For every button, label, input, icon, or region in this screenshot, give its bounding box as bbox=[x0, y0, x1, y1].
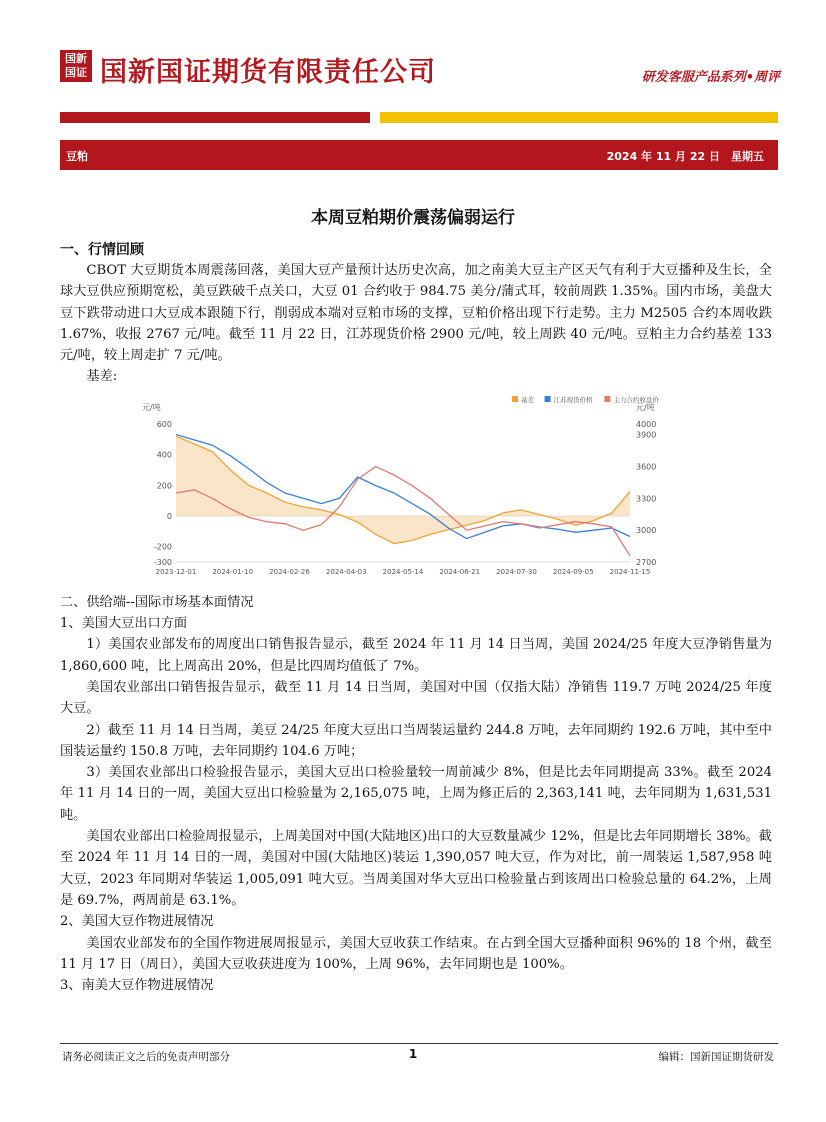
right-tick-label: 3300 bbox=[636, 494, 657, 504]
basis-area bbox=[176, 436, 630, 543]
right-tick-label: 2700 bbox=[636, 557, 657, 567]
x-tick-label: 2024-07-30 bbox=[496, 567, 537, 576]
report-body bbox=[60, 240, 772, 996]
subheading-south-america: 3、南美大豆作物进展情况 bbox=[60, 978, 214, 994]
decor-bar-gold bbox=[380, 112, 778, 123]
right-tick-label: 3000 bbox=[636, 525, 657, 535]
x-tick-label: 2024-06-21 bbox=[439, 567, 481, 576]
product-series: 研发客服产品系列•周评 bbox=[641, 70, 780, 85]
left-tick-label: 400 bbox=[156, 450, 172, 460]
paragraph-market-review: CBOT 大豆期货本周震荡回落，美国大豆产量预计达历史次高，加之南美大豆主产区天气有利于大豆播种及生长，全球大豆供应预期宽松，美豆跌破千点关口，大豆 01 合约收于 984.75 美分/蒲式耳，较前周跌 1.35%。国内市场，美盘大豆下跌带动进口大豆成本跟随下行，削弱成本端对豆粕市场的支撑，豆粕价格出现下行走势。主力 M2505 合约本周收跌 1.67%，收报 2767 元/吨。截至 11 月 22 日，江苏现货价格 2900 元/吨，较上周跌 40 元/吨。豆粕主力合约基差 133 元/吨，较上周走扩 7 元/吨。 bbox=[60, 263, 772, 364]
x-tick-label: 2024-04-03 bbox=[325, 567, 367, 576]
legend-swatch bbox=[512, 396, 518, 402]
paragraph-crop-progress: 美国农业部发布的全国作物进展周报显示，美国大豆收获工作结束。在占到全国大豆播种面积 96%的 18 个州，截至 11 月 17 日（周日），美国大豆收获进度为 100%，上周 96%，去年同期也是 100%。 bbox=[60, 935, 772, 972]
right-tick-label: 3600 bbox=[636, 462, 657, 472]
header bbox=[60, 44, 780, 94]
report-date: 2024 年 11 月 22 日 星期五 bbox=[606, 150, 764, 163]
section-heading-1: 一、行情回顾 bbox=[60, 242, 144, 258]
right-tick-label: 3900 bbox=[636, 430, 657, 440]
left-tick-label: -200 bbox=[153, 542, 172, 552]
legend-label: 江苏现货价格 bbox=[553, 395, 593, 404]
subheading-us-export: 1、美国大豆出口方面 bbox=[60, 616, 188, 632]
right-tick-label: 4000 bbox=[636, 419, 657, 429]
x-tick-label: 2024-05-14 bbox=[382, 567, 424, 576]
x-tick-label: 2024-01-10 bbox=[212, 567, 254, 576]
page-number: 1 bbox=[408, 1047, 418, 1061]
company-name: 国新国证期货有限责任公司 bbox=[100, 57, 436, 88]
paragraph-china-sales: 美国农业部出口销售报告显示，截至 11 月 14 日当周，美国对中国（仅指大陆）净销售 119.7 万吨 2024/25 年度大豆。 bbox=[60, 679, 772, 717]
info-band bbox=[60, 140, 778, 170]
x-tick-label: 2024-09-05 bbox=[552, 567, 594, 576]
report-title: 本周豆粕期价震荡偏弱运行 bbox=[311, 208, 515, 228]
left-tick-label: -300 bbox=[153, 557, 172, 567]
company-logo: 国新国证 bbox=[60, 50, 92, 82]
left-unit-label: 元/吨 bbox=[142, 402, 161, 412]
footer-divider bbox=[60, 1043, 778, 1044]
legend-label: 主力合约收盘价 bbox=[613, 395, 659, 404]
left-tick-label: 0 bbox=[166, 511, 172, 521]
x-tick-label: 2024-11-15 bbox=[609, 567, 651, 576]
paragraph-inspections: 3）美国农业部出口检验报告显示，美国大豆出口检验量较一周前减少 8%，但是比去年同期提高 33%。截至 2024 年 11 月 14 日的一周，美国大豆出口检验量为 2,165,075 吨，上周为修正后的 2,363,141 吨，去年同期为 1,631,531 吨。 bbox=[60, 765, 772, 823]
legend-swatch bbox=[604, 396, 610, 402]
x-tick-label: 2024-02-26 bbox=[269, 567, 310, 576]
decor-bar-red bbox=[60, 112, 370, 123]
subheading-crop-progress: 2、美国大豆作物进展情况 bbox=[60, 914, 214, 930]
paragraph-china-inspections: 美国农业部出口检验周报显示，上周美国对中国(大陆地区)出口的大豆数量减少 12%，但是比去年同期增长 38%。截至 2024 年 11 月 14 日的一周，美国对中国(大陆地区)装运 1,390,057 吨大豆，作为对比，前一周装运 1,587,958 吨大豆，2023 年同期对华装运 1,005,091 吨大豆。当周美国对华大豆出口检验量占到该周出口检验总量的 64.2%，上周是 69.7%，两周前是 63.1%。 bbox=[60, 829, 772, 908]
x-tick-label: 2023-12-01 bbox=[155, 567, 197, 576]
left-tick-label: 600 bbox=[156, 419, 172, 429]
right-unit-label: 元/吨 bbox=[636, 402, 655, 412]
basis-chart bbox=[60, 390, 772, 592]
legend-swatch bbox=[545, 396, 551, 402]
basis-chart-svg bbox=[140, 390, 680, 590]
disclaimer-note: 请务必阅读正文之后的免责声明部分 bbox=[62, 1051, 230, 1063]
paragraph-export-sales: 1）美国农业部发布的周度出口销售报告显示，截至 2024 年 11 月 14 日当周，美国 2024/25 年度大豆净销售量为 1,860,600 吨，比上周高出 20%，但是比四周均值低了 7%。 bbox=[60, 637, 772, 674]
left-tick-label: 200 bbox=[156, 481, 172, 491]
legend-label: 基差 bbox=[521, 395, 534, 404]
editor-note: 编辑：国新国证期货研发 bbox=[658, 1051, 774, 1063]
section-heading-2: 二、供给端--国际市场基本面情况 bbox=[60, 594, 254, 610]
commodity-label: 豆粕 bbox=[66, 150, 88, 163]
basis-label: 基差: bbox=[86, 369, 118, 385]
paragraph-shipments: 2）截至 11 月 14 日当周，美豆 24/25 年度大豆出口当周装运量约 244.8 万吨，去年同期约 192.6 万吨，其中至中国装运量约 150.8 万吨，去年同期约 104.6 万吨； bbox=[60, 722, 772, 759]
